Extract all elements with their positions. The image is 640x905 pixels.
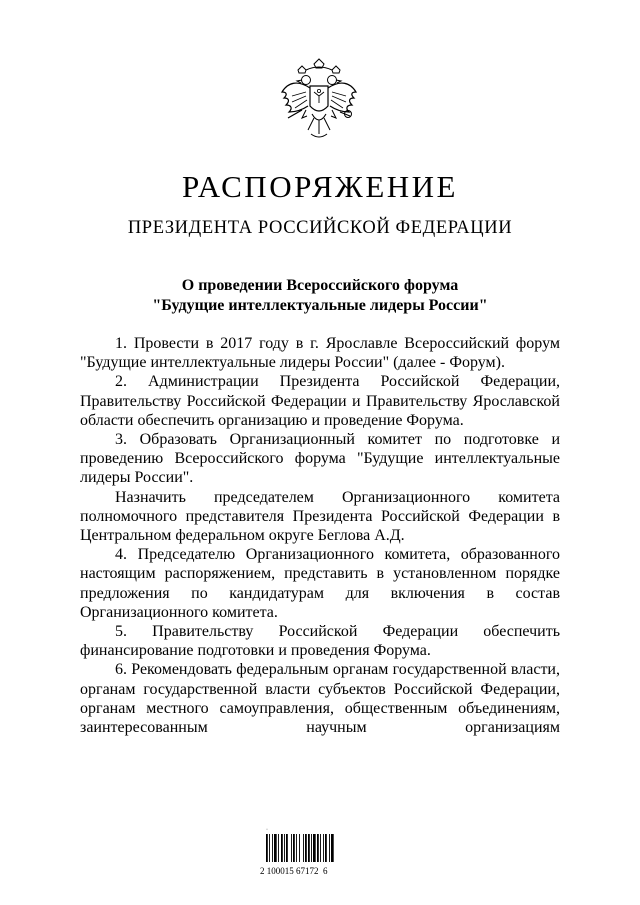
document-body	[80, 334, 560, 737]
paragraph-6: 6. Рекомендовать федеральным органам государственной власти, органам государственной власти субъектов Российской Федерации, органам местного самоуправления, общественным объединениям, заинтересованным научным организациям	[80, 661, 560, 737]
document-subtitle: ПРЕЗИДЕНТА РОССИЙСКОЙ ФЕДЕРАЦИИ	[127, 218, 513, 238]
order-heading-line: "Будущие интеллектуальные лидеры России"	[152, 297, 488, 314]
barcode-number: 2 100015 67172 6	[260, 866, 328, 876]
russian-coat-of-arms-icon	[276, 58, 362, 148]
paragraph-3-appointment: Назначить председателем Организационного комитета полномочного представителя Президента Российской Федерации в Центральном федеральном округе Беглова А.Д.	[80, 488, 560, 545]
barcode-icon	[266, 834, 358, 862]
paragraph-2: 2. Администрации Президента Российской Федерации, Правительству Российской Федерации и Правительству Ярославской области обеспечить организацию и проведение Форума.	[80, 373, 560, 429]
barcode-block	[260, 826, 372, 882]
paragraph-1: 1. Провести в 2017 году в г. Ярославле Всероссийский форум "Будущие интеллектуальные лидеры России" (далее - Форум).	[80, 335, 560, 372]
paragraph-5: 5. Правительству Российской Федерации обеспечить финансирование подготовки и проведения Форума.	[80, 623, 560, 660]
order-heading-line: О проведении Всероссийского форума	[181, 277, 459, 294]
paragraph-3: 3. Образовать Организационный комитет по подготовке и проведению Всероссийского форума "Будущие интеллектуальные лидеры России".	[80, 431, 560, 487]
paragraph-4: 4. Председателю Организационного комитета, образованного настоящим распоряжением, представить в установленном порядке предложения по кандидатурам для включения в состав Организационного комитета.	[80, 546, 560, 621]
barcode-mark: ·	[266, 827, 268, 833]
document-title: РАСПОРЯЖЕНИЕ	[182, 169, 458, 204]
order-heading	[0, 276, 640, 316]
